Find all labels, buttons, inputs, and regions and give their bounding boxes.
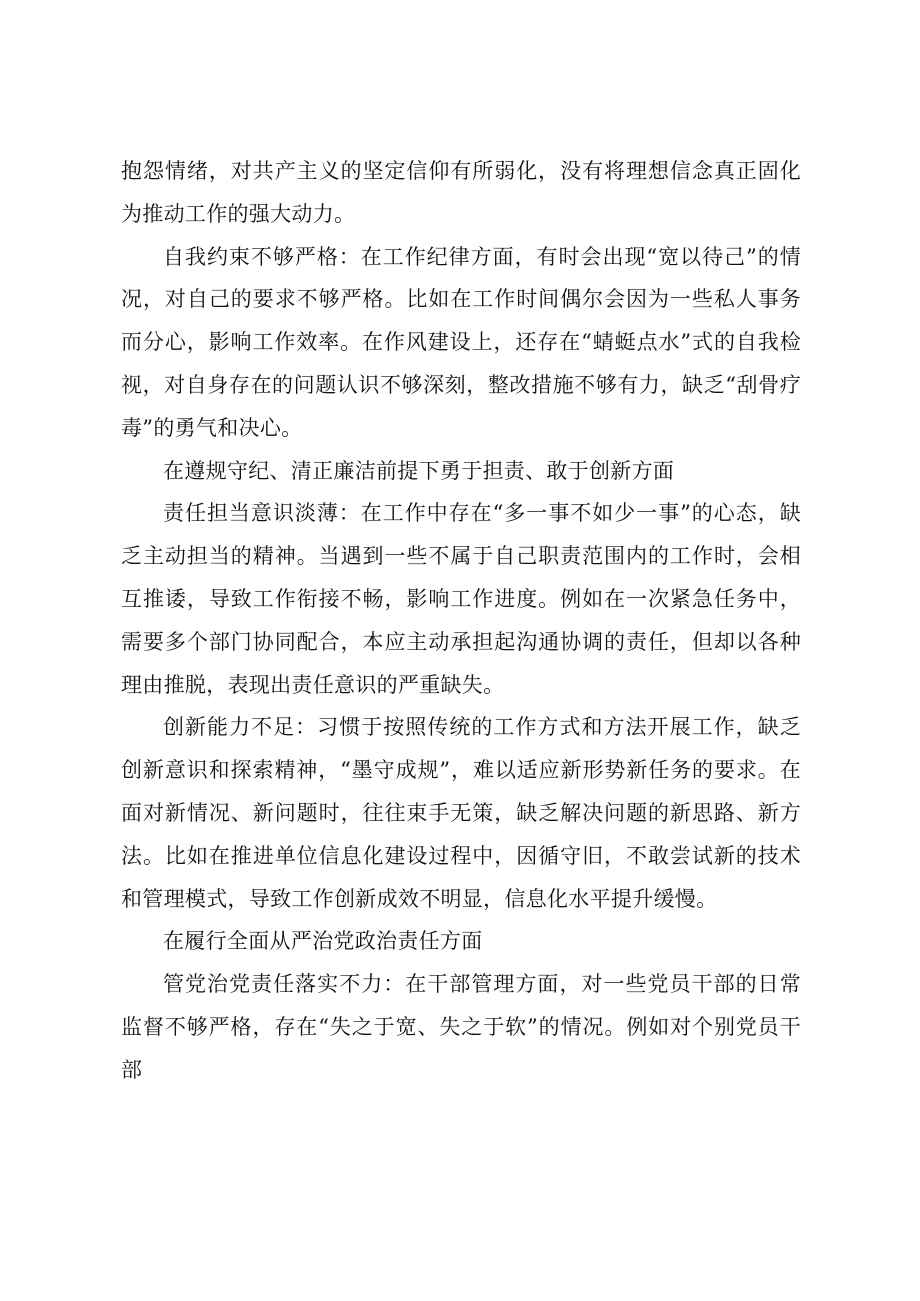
document-body — [121, 150, 801, 1092]
paragraph-continuation: 抱怨情绪，对共产主义的坚定信仰有所弱化，没有将理想信念真正固化为推动工作的强大动力。 — [121, 159, 801, 226]
section-heading-party-governance: 在履行全面从严治党政治责任方面 — [163, 929, 483, 954]
paragraph-innovation: 创新能力不足：习惯于按照传统的工作方式和方法开展工作，缺乏创新意识和探索精神，“墨守成规”，难以适应新形势新任务的要求。在面对新情况、新问题时，往往束手无策，缺乏解决问题的新思路、新方法。比如在推进单位信息化建设过程中，因循守旧，不敢尝试新的技术和管理模式，导致工作创新成效不明显，信息化水平提升缓慢。 — [121, 715, 801, 911]
paragraph-responsibility: 责任担当意识淡薄：在工作中存在“多一事不如少一事”的心态，缺乏主动担当的精神。当遇到一些不属于自己职责范围内的工作时，会相互推诿，导致工作衔接不畅，影响工作进度。例如在一次紧急任务中，需要多个部门协同配合，本应主动承担起沟通协调的责任，但却以各种理由推脱，表现出责任意识的严重缺失。 — [121, 501, 801, 697]
paragraph-party-governance: 管党治党责任落实不力：在干部管理方面，对一些党员干部的日常监督不够严格，存在“失之于宽、失之于软”的情况。例如对个别党员干部 — [121, 972, 801, 1082]
section-heading-responsibility-innovation: 在遵规守纪、清正廉洁前提下勇于担责、敢于创新方面 — [163, 458, 675, 483]
paragraph-self-discipline: 自我约束不够严格：在工作纪律方面，有时会出现“宽以待己”的情况，对自己的要求不够严格。比如在工作时间偶尔会因为一些私人事务而分心，影响工作效率。在作风建设上，还存在“蜻蜓点水”式的自我检视，对自身存在的问题认识不够深刻，整改措施不够有力，缺乏“刮骨疗毒”的勇气和决心。 — [121, 244, 801, 440]
